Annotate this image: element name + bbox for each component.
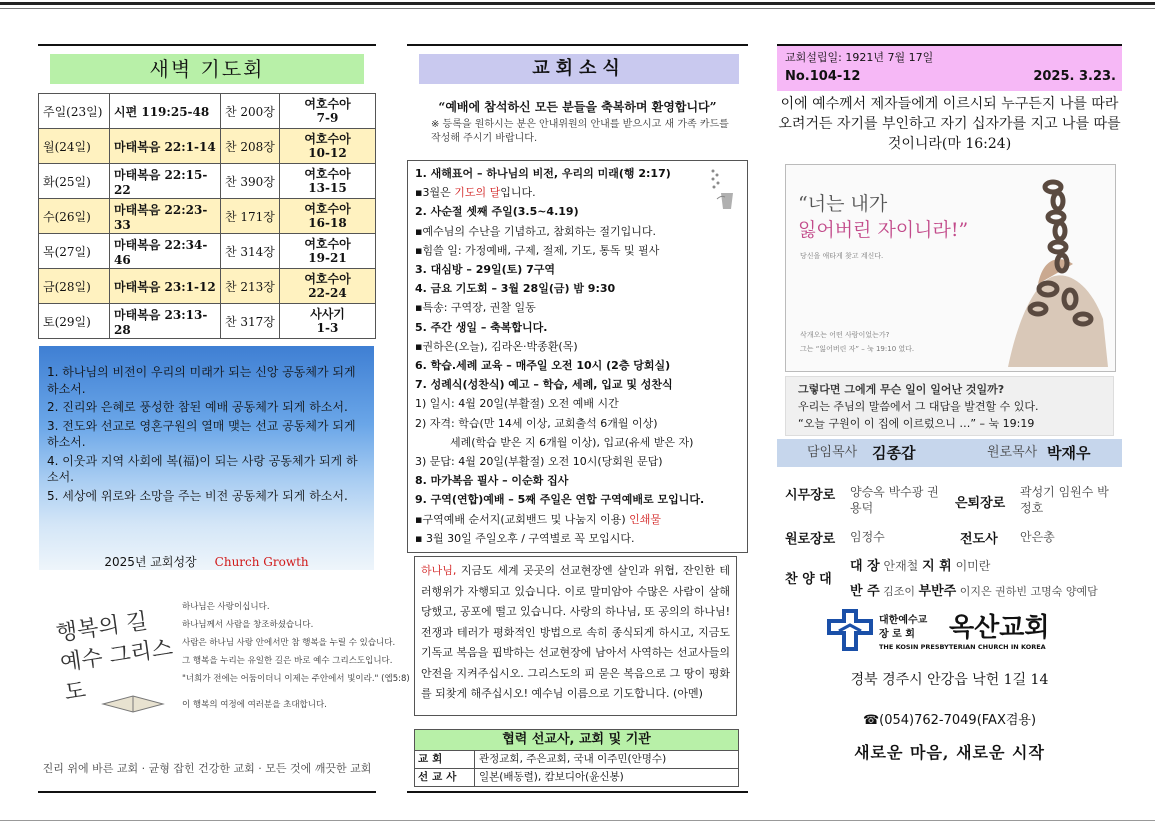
choir-line-2 [850, 580, 1098, 599]
news-item: 3) 문답: 4월 20일(부활절) 오전 10시(당회원 문답) [415, 455, 663, 468]
accomp-label: 반 주 [850, 584, 880, 599]
sub-accomp-label: 부반주 [918, 584, 957, 599]
mission-value: 관정교회, 주은교회, 국내 이주민(안명수) [479, 753, 667, 765]
schedule-day: 주일(23일) [39, 94, 110, 129]
emeritus-label: 원로목사 [987, 445, 1038, 460]
schedule-hymn: 찬 200장 [221, 94, 280, 129]
news-item: 7. 성례식(성찬식) 예고 – 학습, 세례, 입교 및 성찬식 [415, 378, 673, 392]
schedule-row [39, 199, 376, 234]
logo-church-name: 옥산교회 [949, 613, 1050, 643]
news-item: 3. 대심방 – 29일(토) 7구역 [415, 263, 556, 276]
choir-line-1 [850, 555, 990, 574]
goal-footer [39, 553, 374, 570]
reflection-box [785, 376, 1114, 436]
church-news-title: 교회소식 [419, 54, 739, 84]
goal-english: Church Growth [214, 555, 309, 569]
top-rule [0, 2, 1155, 5]
choir-head-label: 대 장 [850, 559, 880, 574]
happy-line: 그 행복을 누리는 유일한 길은 바로 예수 그리스도입니다. [182, 656, 393, 666]
pic-title-1: “너는 내가 [798, 193, 888, 215]
schedule-passage: 시편 119:25-48 [110, 94, 221, 129]
retired-names: 곽성기 임원수 박정호 [1020, 485, 1109, 515]
elders-label: 시무장로 [785, 488, 836, 503]
schedule-row [39, 94, 376, 129]
mission-key: 교회 [415, 751, 475, 768]
schedule-reading: 사사기 1-3 [280, 304, 376, 339]
choir-label: 찬 양 대 [785, 572, 832, 587]
missions-prayer [414, 556, 737, 716]
news-item: ▪권하은(오늘), 김라온·박종환(목) [415, 339, 578, 353]
schedule-passage: 마태복음 23:13-28 [110, 304, 221, 339]
schedule-reading: 여호수아 19-21 [280, 234, 376, 269]
goal-item: 3. 전도와 선교로 영혼구원의 열매 맺는 선교 공동체가 되게 하소서. [47, 418, 356, 449]
church-logo [827, 607, 1117, 657]
goal-item: 2. 진리와 은혜로 풍성한 참된 예배 공동체가 되게 하소서. [47, 400, 348, 414]
pastor-label: 담임목사 [807, 445, 858, 460]
conductor-label: 지 휘 [922, 559, 952, 574]
mission-key: 선교사 [415, 769, 475, 786]
welcome-note: ※ 등록을 원하시는 분은 안내위원의 안내를 받으시고 새 가족 카드를 작성해 주시기 바랍니다. [431, 119, 729, 144]
church-address: 경북 경주시 안강읍 낙헌 1길 14 [850, 672, 1049, 688]
schedule-row [39, 304, 376, 339]
retired-label: 은퇴장로 [955, 496, 1006, 511]
goal-item: 4. 이웃과 지역 사회에 복(福)이 되는 사랑 공동체가 되게 하소서. [47, 453, 358, 484]
schedule-day: 수(26일) [39, 199, 110, 234]
church-motto-footer: 진리 위에 바른 교회 · 균형 잡힌 건강한 교회 · 모든 것에 깨끗한 교회 [42, 762, 372, 775]
prayer-text: 지금도 세계 곳곳의 선교현장엔 살인과 위협, 잔인한 테러행위가 자행되고 있습니다. 이로 말미암아 수많은 사람이 살해당했고, 공포에 떨고 있습니다. 사랑의 하나님, 또 공의의 하나님! 전쟁과 테러가 평화적인 방법으로 속히 종식되게 하시고, 지금도 기독교 복음을 핍박하는 선교현장에 남아서 사역하는 선교사들의 안전을 지켜주십시오. 그리스도의 피 묻은 복음으로 그 땅이 평화를 되찾게 해주십시오! 예수님 이름으로 기도합니다. (아멘) [421, 564, 730, 700]
church-goals [39, 346, 374, 570]
cross-logo-icon [827, 609, 873, 651]
logo-english: THE KOSIN PRESBYTERIAN CHURCH IN KOREA [879, 643, 1046, 651]
news-item: 1) 일시: 4월 20일(부활절) 오전 예배 시간 [415, 397, 619, 411]
choir-head: 안재철 [883, 559, 919, 573]
answer-line: 우리는 주님의 말씀에서 그 대답을 발견할 수 있다. [798, 400, 1039, 413]
news-item: 5. 주간 생일 – 축복합니다. [415, 320, 548, 334]
news-item: ▪예수님의 수난을 기념하고, 참회하는 절기입니다. [415, 224, 656, 238]
church-phone: ☎(054)762-7049(FAX겸용) [862, 713, 1037, 728]
bulletin-header [777, 44, 1122, 91]
news-item: ▪구역예배 순서지(교회밴드 및 나눔지 이용) 인쇄물 [415, 512, 662, 526]
news-item: 9. 구역(연합)예배 – 5째 주일은 연합 구역예배로 모입니다. [415, 493, 705, 507]
left-column [38, 44, 410, 793]
schedule-hymn: 찬 314장 [221, 234, 280, 269]
schedule-row [39, 269, 376, 304]
news-item: 6. 학습.세례 교육 – 매주일 오전 10시 (2층 당회실) [415, 359, 671, 372]
schedule-hymn: 찬 213장 [221, 269, 280, 304]
verse-line: “오늘 구원이 이 집에 이르렀으니 …” – 눅 19:19 [798, 417, 1035, 430]
pic-note-2: 그는 “잃어버린 자” – 눅 19:10 였다. [800, 345, 915, 353]
welcome-message: “예배에 참석하신 모든 분들을 축복하며 환영합니다” [438, 100, 717, 114]
news-item: 4. 금요 기도회 – 3월 28일(금) 밤 9:30 [415, 282, 616, 296]
happy-way-text [182, 598, 410, 714]
happy-line: 하나님께서 사람을 창조하셨습니다. [182, 620, 314, 630]
missions-row [415, 750, 738, 768]
news-item: ▪특송: 구역장, 권찰 일동 [415, 301, 536, 315]
schedule-reading: 여호수아 7-9 [280, 94, 376, 129]
missions-row [415, 768, 738, 786]
missions-table [414, 729, 739, 787]
bible-icon [98, 686, 168, 716]
schedule-passage: 마태복음 22:15-22 [110, 164, 221, 199]
schedule-day: 토(29일) [39, 304, 110, 339]
news-item: 2. 사순절 셋째 주일(3.5~4.19) [415, 205, 579, 219]
schedule-reading: 여호수아 16-18 [280, 199, 376, 234]
news-item: ▪3월은 기도의 달입니다. [415, 186, 536, 200]
missions-title: 협력 선교사, 교회 및 기관 [415, 730, 738, 750]
dawn-prayer-title: 새벽 기도회 [50, 54, 364, 84]
pastor-name: 김종갑 [872, 444, 916, 462]
schedule-hymn: 찬 171장 [221, 199, 280, 234]
logo-kr-2: 장 로 회 [879, 629, 915, 640]
happy-line: 이 행복의 여정에 여러분을 초대합니다. [182, 700, 327, 710]
happy-title-1: 행복의 길 [54, 608, 150, 647]
schedule-day: 목(27일) [39, 234, 110, 269]
evangelist-name: 안은총 [1020, 530, 1055, 544]
pastors-bar [777, 439, 1122, 467]
founded-date: 교회설립일: 1921년 7월 17일 [785, 51, 934, 64]
goal-item: 5. 세상에 위로와 소망을 주는 비전 공동체가 되게 하소서. [47, 488, 348, 503]
schedule-reading: 여호수아 22-24 [280, 269, 376, 304]
happy-title-2: 예수 그리스도 [58, 635, 175, 706]
schedule-reading: 여호수아 10-12 [280, 129, 376, 164]
news-item: ▪ 3월 30일 주일오후 / 구역별로 꼭 모입시다. [415, 531, 635, 545]
schedule-row [39, 164, 376, 199]
elders-names: 양승옥 박수광 권용덕 [850, 485, 939, 515]
honorary-label: 원로장로 [785, 532, 836, 547]
schedule-day: 화(25일) [39, 164, 110, 199]
issue-number: No.104-12 [785, 69, 861, 84]
schedule-row [39, 234, 376, 269]
sub-accomp: 이지은 권하빈 고명숙 양예담 [959, 585, 1098, 598]
question-line: 그렇다면 그에게 무슨 일이 일어난 것일까? [798, 383, 1005, 396]
bottom-rule [0, 820, 1155, 821]
news-item: 1. 새해표어 – 하나님의 비전, 우리의 미래(행 2:17) [415, 167, 671, 180]
accomp: 김조이 [883, 585, 916, 598]
pic-title-2: 잃어버린 자이니라!” [798, 219, 969, 241]
pic-note-1: 삭개오는 어떤 사람이었는가? [800, 331, 890, 339]
goal-year: 2025년 교회성장 [104, 555, 197, 569]
chained-hands-illustration [978, 169, 1108, 367]
lost-one-image [785, 164, 1116, 372]
happy-line: 사람은 하나님 사랑 안에서만 참 행복을 누릴 수 있습니다. [182, 638, 396, 648]
right-column [777, 44, 1122, 789]
schedule-day: 월(24일) [39, 129, 110, 164]
dawn-prayer-schedule [38, 93, 376, 339]
schedule-hymn: 찬 208장 [221, 129, 280, 164]
honorary-row [785, 528, 835, 547]
top-rule-thin [0, 8, 1155, 9]
schedule-hymn: 찬 317장 [221, 304, 280, 339]
happy-line: "너희가 전에는 어둠이더니 이제는 주안에서 빛이라." (엡5:8) [182, 674, 410, 684]
logo-kr-1: 대한예수교 [879, 615, 928, 626]
news-item: ▪힘쓸 일: 가정예배, 구제, 절제, 기도, 통독 및 필사 [415, 243, 660, 257]
middle-column [407, 44, 748, 793]
schedule-passage: 마태복음 22:34-46 [110, 234, 221, 269]
mission-value: 일본(배동렬), 캄보디아(윤신봉) [479, 771, 624, 783]
news-item: 세례(학습 받은 지 6개월 이상), 입교(유세 받은 자) [450, 435, 694, 449]
schedule-passage: 마태복음 22:1-14 [110, 129, 221, 164]
bulletin-date: 2025. 3.23. [1033, 69, 1116, 84]
schedule-row [39, 129, 376, 164]
news-item: 2) 자격: 학습(만 14세 이상, 교회출석 6개월 이상) [415, 416, 658, 430]
conductor: 이미란 [955, 559, 991, 573]
schedule-day: 금(28일) [39, 269, 110, 304]
schedule-passage: 마태복음 23:1-12 [110, 269, 221, 304]
highlight-text: 기도의 달 [454, 186, 501, 200]
watering-can-icon [707, 167, 737, 211]
evangelist-row [960, 528, 998, 547]
prayer-lead: 하나님, [421, 564, 457, 577]
schedule-passage: 마태복음 22:23-33 [110, 199, 221, 234]
happy-line: 하나님은 사랑이십니다. [182, 602, 270, 612]
retired-row [955, 492, 1005, 511]
church-slogan: 새로운 마음, 새로운 시작 [854, 743, 1045, 762]
emeritus-name: 박재우 [1047, 444, 1091, 462]
schedule-reading: 여호수아 13-15 [280, 164, 376, 199]
church-news-list [407, 160, 748, 553]
schedule-hymn: 찬 390장 [221, 164, 280, 199]
highlight-text: 인쇄물 [629, 512, 662, 526]
goal-item: 1. 하나님의 비전이 우리의 미래가 되는 신앙 공동체가 되게 하소서. [47, 365, 356, 396]
evangelist-label: 전도사 [960, 532, 998, 547]
honorary-name: 임정수 [850, 530, 885, 544]
scripture-verse: 이에 예수께서 제자들에게 이르시되 누구든지 나를 따라오려거든 자기를 부인하고 자기 십자가를 지고 나를 따를 것이니라(마 16:24) [778, 96, 1121, 152]
news-item: 8. 마가복음 필사 – 이순화 집사 [415, 474, 569, 488]
elders-row [785, 484, 835, 503]
choir-row [785, 568, 832, 587]
pic-subtitle: 당신을 애타게 찾고 계신다. [800, 252, 884, 260]
